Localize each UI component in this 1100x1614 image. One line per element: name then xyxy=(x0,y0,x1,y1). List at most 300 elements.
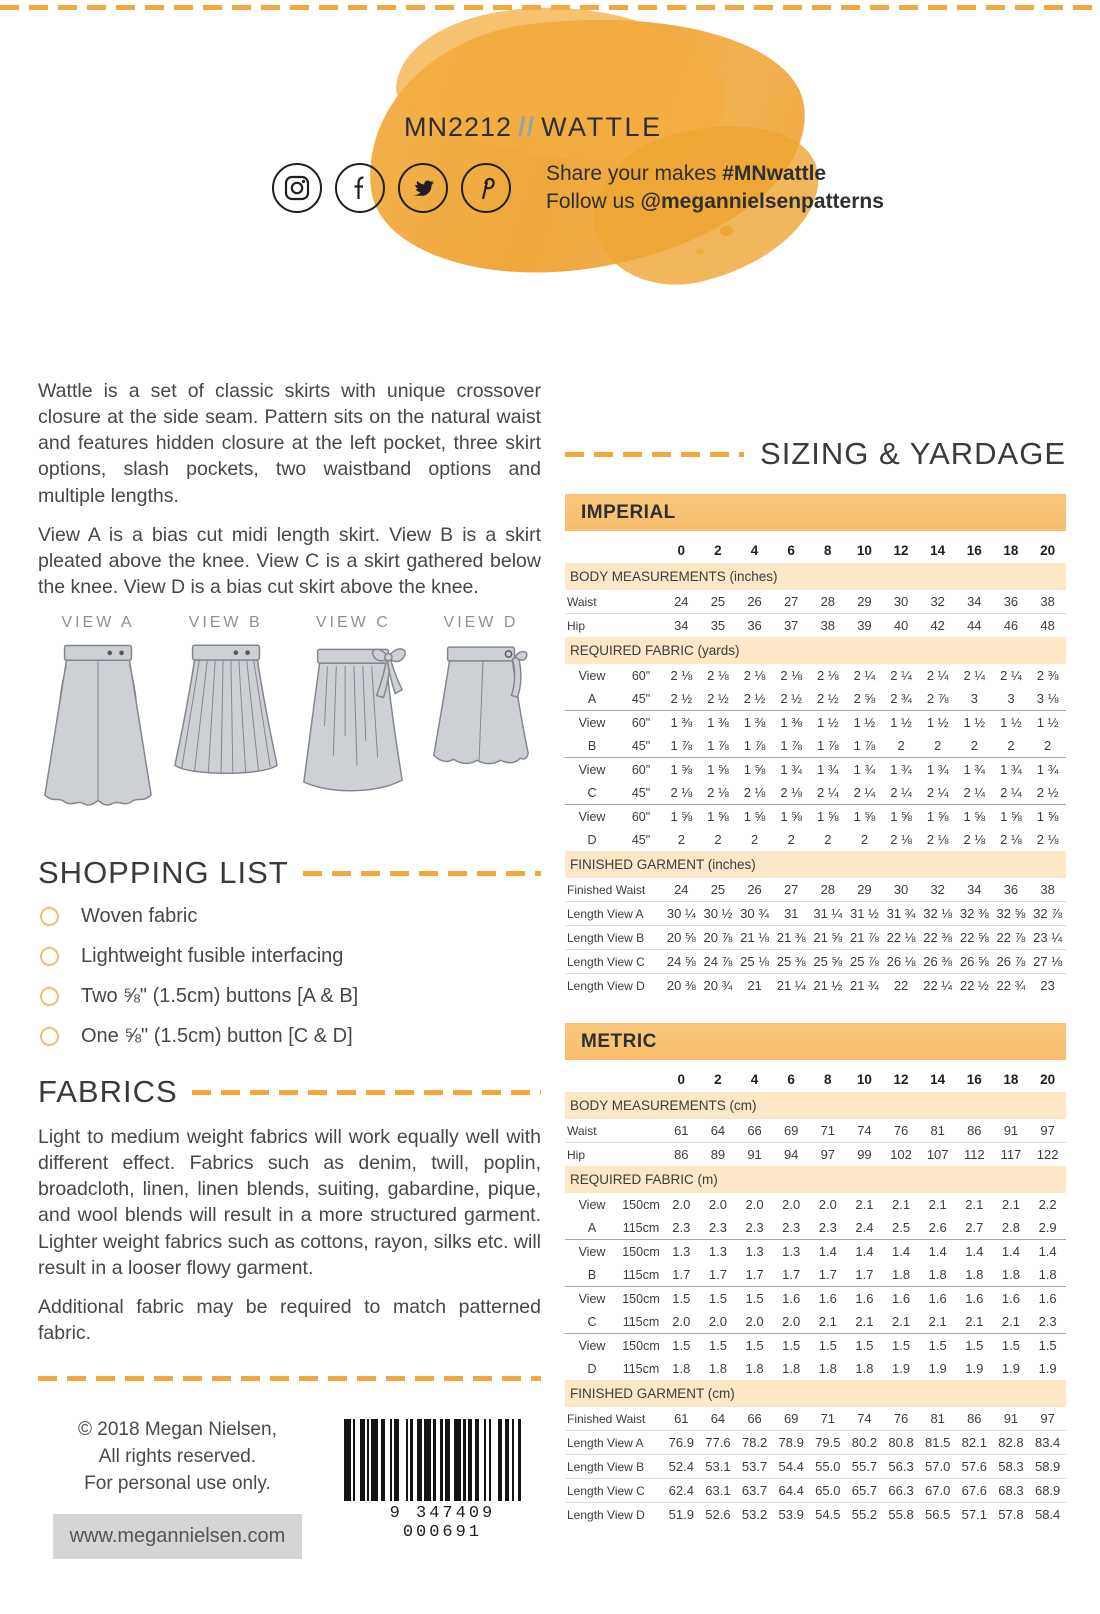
row-group-label: D xyxy=(587,1361,597,1376)
value-cell: 36 xyxy=(736,614,773,638)
value-cell: 91 xyxy=(736,1143,773,1167)
row-label: Waist xyxy=(567,1123,597,1138)
value-cell: 36 xyxy=(1003,882,1019,897)
value-cell: 55.2 xyxy=(846,1503,883,1527)
value-cell: 1.5 xyxy=(700,1287,737,1311)
value-cell: 86 xyxy=(967,1411,982,1426)
pinterest-icon xyxy=(461,163,511,213)
value-cell: 2.3 xyxy=(1038,1314,1057,1329)
value-cell: 68.9 xyxy=(1029,1479,1066,1503)
value-cell: 58.9 xyxy=(1029,1455,1066,1479)
value-cell: 97 xyxy=(810,1143,847,1167)
value-cell: 2 ⅜ xyxy=(1036,668,1059,683)
value-cell: 31 xyxy=(773,902,810,926)
table-row xyxy=(565,974,1066,998)
table-row xyxy=(565,1216,1066,1240)
value-cell: 25 ⅜ xyxy=(773,950,810,974)
row-label: Length View C xyxy=(565,950,663,974)
value-cell: 2.0 xyxy=(745,1314,764,1329)
value-cell: 2 ¼ xyxy=(963,785,986,800)
value-cell: 2 ⅞ xyxy=(926,691,949,706)
value-cell: 82.8 xyxy=(993,1431,1030,1455)
value-cell: 1.5 xyxy=(700,1334,737,1358)
value-cell: 112 xyxy=(956,1143,993,1167)
value-cell: 52.4 xyxy=(663,1455,700,1479)
value-cell: 57.0 xyxy=(919,1455,956,1479)
value-cell: 2.1 xyxy=(892,1197,911,1212)
row-group-label: C xyxy=(587,785,597,800)
value-cell: 1.5 xyxy=(1029,1334,1066,1358)
value-cell: 1.5 xyxy=(846,1334,883,1358)
value-cell: 1.6 xyxy=(773,1287,810,1311)
value-cell: 1.9 xyxy=(965,1361,984,1376)
value-cell: 22 ⅝ xyxy=(956,926,993,950)
value-cell: 65.7 xyxy=(846,1479,883,1503)
shopping-list-item xyxy=(40,985,541,1008)
value-cell: 53.9 xyxy=(773,1503,810,1527)
shopping-item-label: Woven fabric xyxy=(81,905,198,927)
value-cell: 1 ⅝ xyxy=(663,805,700,829)
value-cell: 1 ⅝ xyxy=(846,805,883,829)
value-cell: 2.1 xyxy=(855,1314,874,1329)
value-cell: 1 ½ xyxy=(846,711,883,735)
metric-sizing-table xyxy=(565,1066,1066,1526)
value-cell: 65.0 xyxy=(810,1479,847,1503)
value-cell: 27 xyxy=(783,594,799,609)
social-row xyxy=(272,160,892,215)
row-group-label: View xyxy=(578,668,606,683)
value-cell: 21 ½ xyxy=(810,974,847,998)
value-cell: 2 ¼ xyxy=(853,668,876,683)
value-cell: 39 xyxy=(846,614,883,638)
table-section-heading: REQUIRED FABRIC (m) xyxy=(565,1166,1066,1193)
value-cell: 1.5 xyxy=(956,1334,993,1358)
value-cell: 32 ⅝ xyxy=(993,902,1030,926)
row-group-label: B xyxy=(587,738,597,753)
value-cell: 64.4 xyxy=(773,1479,810,1503)
value-cell: 1 ⅞ xyxy=(670,738,693,753)
barcode xyxy=(344,1419,541,1542)
value-cell: 2.3 xyxy=(708,1220,727,1235)
value-cell: 1.3 xyxy=(663,1240,700,1264)
value-cell: 2.0 xyxy=(672,1197,691,1212)
value-cell: 62.4 xyxy=(663,1479,700,1503)
value-cell: 2.3 xyxy=(782,1220,801,1235)
size-column-header: 10 xyxy=(856,542,872,558)
table-row xyxy=(565,1119,1066,1143)
fabrics-heading-row xyxy=(38,1074,541,1110)
value-cell: 64 xyxy=(710,1411,726,1426)
table-row xyxy=(565,1193,1066,1216)
table-row xyxy=(565,664,1066,687)
value-cell: 25 ⅛ xyxy=(736,950,773,974)
value-cell: 86 xyxy=(663,1143,700,1167)
value-cell: 2.9 xyxy=(1038,1220,1057,1235)
section-heading-row xyxy=(565,851,1066,878)
view-b-label: VIEW B xyxy=(188,614,263,631)
table-row xyxy=(565,828,1066,851)
value-cell: 30 ½ xyxy=(700,902,737,926)
value-cell: 2.1 xyxy=(1001,1314,1020,1329)
row-width-label: 115cm xyxy=(622,1267,660,1282)
value-cell: 1 ⅜ xyxy=(773,711,810,735)
value-cell: 2 xyxy=(750,832,759,847)
value-cell: 1.4 xyxy=(956,1240,993,1264)
value-cell: 2 ¼ xyxy=(890,668,912,683)
table-row xyxy=(565,1407,1066,1431)
twitter-icon xyxy=(398,163,448,213)
value-cell: 78.2 xyxy=(736,1431,773,1455)
value-cell: 2 xyxy=(824,832,832,847)
value-cell: 86 xyxy=(967,1123,982,1138)
table-row xyxy=(565,590,1066,614)
value-cell: 77.6 xyxy=(700,1431,737,1455)
value-cell: 2 ⅛ xyxy=(816,668,839,683)
value-cell: 2.1 xyxy=(965,1314,984,1329)
value-cell: 32 ⅜ xyxy=(956,902,993,926)
value-cell: 74 xyxy=(857,1411,872,1426)
value-cell: 2 ⅛ xyxy=(670,785,693,800)
value-cell: 22 xyxy=(883,974,920,998)
value-cell: 2.0 xyxy=(672,1314,691,1329)
value-cell: 1.6 xyxy=(1029,1287,1066,1311)
value-cell: 81 xyxy=(930,1411,945,1426)
table-row xyxy=(565,781,1066,805)
value-cell: 27 xyxy=(783,882,799,897)
value-cell: 2 xyxy=(934,738,942,753)
share-hashtag: #MNwattle xyxy=(722,162,827,185)
value-cell: 1.5 xyxy=(919,1334,956,1358)
value-cell: 38 xyxy=(810,614,847,638)
value-cell: 1 ⅞ xyxy=(743,738,766,753)
fabrics-paragraph-2: Additional fabric may be required to match patterned fabric. xyxy=(38,1295,541,1344)
barcode-digits: 9 347409 000691 xyxy=(389,1504,496,1542)
row-label: Length View B xyxy=(565,926,663,950)
row-group-label: View xyxy=(565,805,619,829)
copyright-block xyxy=(53,1417,302,1559)
value-cell: 55.8 xyxy=(883,1503,920,1527)
row-group-label: B xyxy=(587,1267,597,1282)
view-b-skirt-illustration xyxy=(167,638,285,798)
table-row xyxy=(565,1455,1066,1479)
view-d-skirt-illustration xyxy=(422,638,540,788)
value-cell: 1 ⅝ xyxy=(956,805,993,829)
view-c-label: VIEW C xyxy=(315,614,391,631)
value-cell: 122 xyxy=(1029,1143,1066,1167)
size-header-row xyxy=(565,537,1066,563)
table-row xyxy=(565,805,1066,829)
value-cell: 1.8 xyxy=(745,1361,764,1376)
value-cell: 2 ½ xyxy=(816,691,839,706)
barcode-bars xyxy=(344,1419,541,1501)
table-row xyxy=(565,1479,1066,1503)
row-width-label: 45" xyxy=(631,785,651,800)
shopping-list-title: SHOPPING LIST xyxy=(38,855,289,890)
value-cell: 31 ½ xyxy=(846,902,883,926)
value-cell: 25 xyxy=(710,882,726,897)
size-column-header: 12 xyxy=(893,542,909,558)
value-cell: 81 xyxy=(930,1123,945,1138)
value-cell: 26 ⅛ xyxy=(883,950,920,974)
table-row xyxy=(565,711,1066,735)
value-cell: 21 ⅜ xyxy=(773,926,810,950)
value-cell: 81.5 xyxy=(919,1431,956,1455)
value-cell: 1 ⅞ xyxy=(853,738,876,753)
shopping-item-label: Two ⅝" (1.5cm) buttons [A & B] xyxy=(81,985,359,1007)
value-cell: 30 xyxy=(893,882,909,897)
value-cell: 94 xyxy=(773,1143,810,1167)
value-cell: 2.8 xyxy=(1001,1220,1020,1235)
value-cell: 21 ⅛ xyxy=(736,926,773,950)
value-cell: 1 ⅝ xyxy=(810,805,847,829)
value-cell: 1 ⅞ xyxy=(816,738,839,753)
row-group-label: View xyxy=(565,1334,619,1358)
value-cell: 21 xyxy=(736,974,773,998)
table-section-heading: FINISHED GARMENT (cm) xyxy=(565,1380,1066,1407)
value-cell: 2.0 xyxy=(782,1197,801,1212)
value-cell: 1.5 xyxy=(773,1334,810,1358)
value-cell: 97 xyxy=(1040,1123,1055,1138)
value-cell: 21 ⅞ xyxy=(846,926,883,950)
section-heading-row xyxy=(565,1380,1066,1407)
value-cell: 1.8 xyxy=(708,1361,727,1376)
value-cell: 1.6 xyxy=(846,1287,883,1311)
row-width-label: 150cm xyxy=(619,1334,663,1358)
value-cell: 38 xyxy=(1040,594,1055,609)
imperial-banner: IMPERIAL xyxy=(565,494,1066,531)
value-cell: 2 ⅛ xyxy=(707,668,729,683)
shopping-item-label: Lightweight fusible interfacing xyxy=(81,945,344,967)
value-cell: 58.3 xyxy=(993,1455,1030,1479)
view-d-figure xyxy=(421,614,541,829)
value-cell: 76 xyxy=(893,1411,909,1426)
value-cell: 1 ⅝ xyxy=(773,805,810,829)
value-cell: 46 xyxy=(993,614,1030,638)
row-width-label: 60" xyxy=(619,758,663,782)
row-group-label: View xyxy=(565,711,619,735)
circle-bullet-icon xyxy=(40,1027,59,1046)
table-row xyxy=(565,950,1066,974)
copyright-line: For personal use only. xyxy=(84,1472,271,1494)
value-cell: 1.3 xyxy=(700,1240,737,1264)
facebook-icon xyxy=(335,163,385,213)
value-cell: 1.5 xyxy=(883,1334,920,1358)
row-label: Length View D xyxy=(565,1503,663,1527)
value-cell: 2.4 xyxy=(855,1220,874,1235)
value-cell: 58.4 xyxy=(1029,1503,1066,1527)
value-cell: 1.9 xyxy=(1038,1361,1057,1376)
table-row xyxy=(565,1357,1066,1380)
value-cell: 1 ⅝ xyxy=(700,805,737,829)
value-cell: 107 xyxy=(919,1143,956,1167)
value-cell: 1 ¾ xyxy=(993,758,1030,782)
view-c-skirt-illustration xyxy=(294,638,412,818)
value-cell: 1.8 xyxy=(892,1267,911,1282)
size-column-header: 0 xyxy=(677,1071,686,1087)
view-a-label: VIEW A xyxy=(61,614,135,631)
view-a-figure xyxy=(38,614,158,829)
value-cell: 2.0 xyxy=(708,1197,727,1212)
table-row xyxy=(565,687,1066,711)
value-cell: 2.1 xyxy=(892,1314,911,1329)
value-cell: 1 ⅜ xyxy=(700,711,737,735)
value-cell: 32 xyxy=(930,594,945,609)
value-cell: 2 ⅝ xyxy=(853,691,876,706)
value-cell: 63.1 xyxy=(700,1479,737,1503)
row-label: Hip xyxy=(565,614,663,638)
row-group-label: View xyxy=(565,1287,619,1311)
value-cell: 2.0 xyxy=(745,1197,764,1212)
header xyxy=(272,112,892,215)
value-cell: 1 ¾ xyxy=(810,758,847,782)
value-cell: 61 xyxy=(674,1411,689,1426)
value-cell: 1.5 xyxy=(663,1334,700,1358)
pattern-number: MN2212 xyxy=(404,112,513,142)
value-cell: 2 xyxy=(970,738,978,753)
table-row xyxy=(565,1263,1066,1287)
value-cell: 44 xyxy=(956,614,993,638)
value-cell: 34 xyxy=(967,882,982,897)
shopping-item-label: One ⅝" (1.5cm) button [C & D] xyxy=(81,1025,353,1047)
size-column-header: 4 xyxy=(750,542,759,558)
value-cell: 28 xyxy=(820,882,836,897)
value-cell: 1.3 xyxy=(773,1240,810,1264)
value-cell: 102 xyxy=(883,1143,920,1167)
size-column-header: 18 xyxy=(1003,1071,1019,1087)
table-row xyxy=(565,1240,1066,1264)
table-row xyxy=(565,758,1066,782)
row-label: Length View A xyxy=(565,902,663,926)
circle-bullet-icon xyxy=(40,947,59,966)
value-cell: 36 xyxy=(1003,594,1019,609)
table-row xyxy=(565,1287,1066,1311)
table-row xyxy=(565,1143,1066,1167)
value-cell: 2.3 xyxy=(672,1220,691,1235)
value-cell: 3 xyxy=(1007,691,1015,706)
left-column xyxy=(38,378,541,1559)
value-cell: 2 ¼ xyxy=(816,785,839,800)
value-cell: 2 ⅛ xyxy=(743,668,766,683)
value-cell: 2.6 xyxy=(928,1220,947,1235)
value-cell: 2 ⅛ xyxy=(780,668,803,683)
value-cell: 1.4 xyxy=(846,1240,883,1264)
value-cell: 22 ½ xyxy=(956,974,993,998)
value-cell: 56.5 xyxy=(919,1503,956,1527)
table-row xyxy=(565,878,1066,902)
row-group-label: A xyxy=(587,1220,597,1235)
value-cell: 21 ¾ xyxy=(846,974,883,998)
row-width-label: 150cm xyxy=(622,1197,660,1212)
value-cell: 2 ⅛ xyxy=(963,832,986,847)
value-cell: 57.1 xyxy=(956,1503,993,1527)
value-cell: 1 ½ xyxy=(919,711,956,735)
section-heading-row xyxy=(565,637,1066,664)
value-cell: 2 ⅛ xyxy=(743,785,766,800)
row-group-label: View xyxy=(565,758,619,782)
value-cell: 25 ⅝ xyxy=(810,950,847,974)
value-cell: 34 xyxy=(663,614,700,638)
value-cell: 1 ¾ xyxy=(1029,758,1066,782)
value-cell: 61 xyxy=(674,1123,689,1138)
value-cell: 2.1 xyxy=(928,1197,947,1212)
value-cell: 2 ¼ xyxy=(890,785,912,800)
size-column-header: 16 xyxy=(966,1071,982,1087)
value-cell: 2 ¼ xyxy=(926,785,949,800)
value-cell: 22 ¾ xyxy=(993,974,1030,998)
value-cell: 23 ¼ xyxy=(1029,926,1066,950)
row-label: Finished Waist xyxy=(567,1411,646,1426)
value-cell: 69 xyxy=(783,1123,799,1138)
value-cell: 1.5 xyxy=(993,1334,1030,1358)
value-cell: 26 ⅜ xyxy=(919,950,956,974)
view-illustrations xyxy=(38,614,541,829)
value-cell: 68.3 xyxy=(993,1479,1030,1503)
value-cell: 2.3 xyxy=(818,1220,837,1235)
value-cell: 2.1 xyxy=(965,1197,984,1212)
value-cell: 30 ¼ xyxy=(663,902,700,926)
value-cell: 1.5 xyxy=(810,1334,847,1358)
value-cell: 1.8 xyxy=(1001,1267,1020,1282)
value-cell: 1 ¾ xyxy=(846,758,883,782)
value-cell: 31 ¾ xyxy=(883,902,920,926)
value-cell: 67.6 xyxy=(956,1479,993,1503)
value-cell: 2 ⅛ xyxy=(1000,832,1022,847)
value-cell: 20 ⅞ xyxy=(700,926,737,950)
dashed-rule xyxy=(303,871,541,876)
value-cell: 2 ¼ xyxy=(1000,668,1022,683)
value-cell: 91 xyxy=(1003,1123,1019,1138)
section-heading-row xyxy=(565,1092,1066,1119)
pattern-title xyxy=(404,112,892,143)
value-cell: 2.3 xyxy=(745,1220,764,1235)
imperial-sizing-table xyxy=(565,537,1066,997)
description-paragraph-2: View A is a bias cut midi length skirt. View B is a skirt pleated above the knee. View C is a skirt gathered below the knee. View D is a bias cut skirt above the knee. xyxy=(38,523,541,598)
value-cell: 1.8 xyxy=(782,1361,801,1376)
table-section-heading: REQUIRED FABRIC (yards) xyxy=(565,637,1066,664)
value-cell: 38 xyxy=(1040,882,1055,897)
value-cell: 32 ⅛ xyxy=(919,902,956,926)
value-cell: 2 ¾ xyxy=(890,691,912,706)
value-cell: 57.8 xyxy=(993,1503,1030,1527)
value-cell: 42 xyxy=(919,614,956,638)
row-label: Finished Waist xyxy=(567,882,646,897)
size-header-spacer xyxy=(565,537,663,563)
value-cell: 2 ⅛ xyxy=(670,668,693,683)
value-cell: 25 ⅞ xyxy=(846,950,883,974)
value-cell: 1.8 xyxy=(1038,1267,1057,1282)
row-group-label: D xyxy=(587,832,597,847)
value-cell: 3 ⅛ xyxy=(1036,691,1059,706)
value-cell: 24 ⅞ xyxy=(700,950,737,974)
value-cell: 2.2 xyxy=(1038,1197,1057,1212)
value-cell: 66 xyxy=(747,1123,762,1138)
value-cell: 1 ⅝ xyxy=(883,805,920,829)
row-width-label: 45" xyxy=(631,691,651,706)
row-width-label: 115cm xyxy=(622,1361,660,1376)
value-cell: 117 xyxy=(993,1143,1030,1167)
value-cell: 1.5 xyxy=(736,1334,773,1358)
row-label: Length View A xyxy=(565,1431,663,1455)
value-cell: 1.7 xyxy=(818,1267,837,1282)
row-label: Length View C xyxy=(565,1479,663,1503)
value-cell: 2 ⅛ xyxy=(890,832,912,847)
value-cell: 35 xyxy=(700,614,737,638)
value-cell: 1.5 xyxy=(736,1287,773,1311)
value-cell: 2 xyxy=(1007,738,1015,753)
copyright-line: © 2018 Megan Nielsen, xyxy=(78,1419,277,1440)
value-cell: 1.7 xyxy=(855,1267,874,1282)
value-cell: 1.7 xyxy=(782,1267,801,1282)
